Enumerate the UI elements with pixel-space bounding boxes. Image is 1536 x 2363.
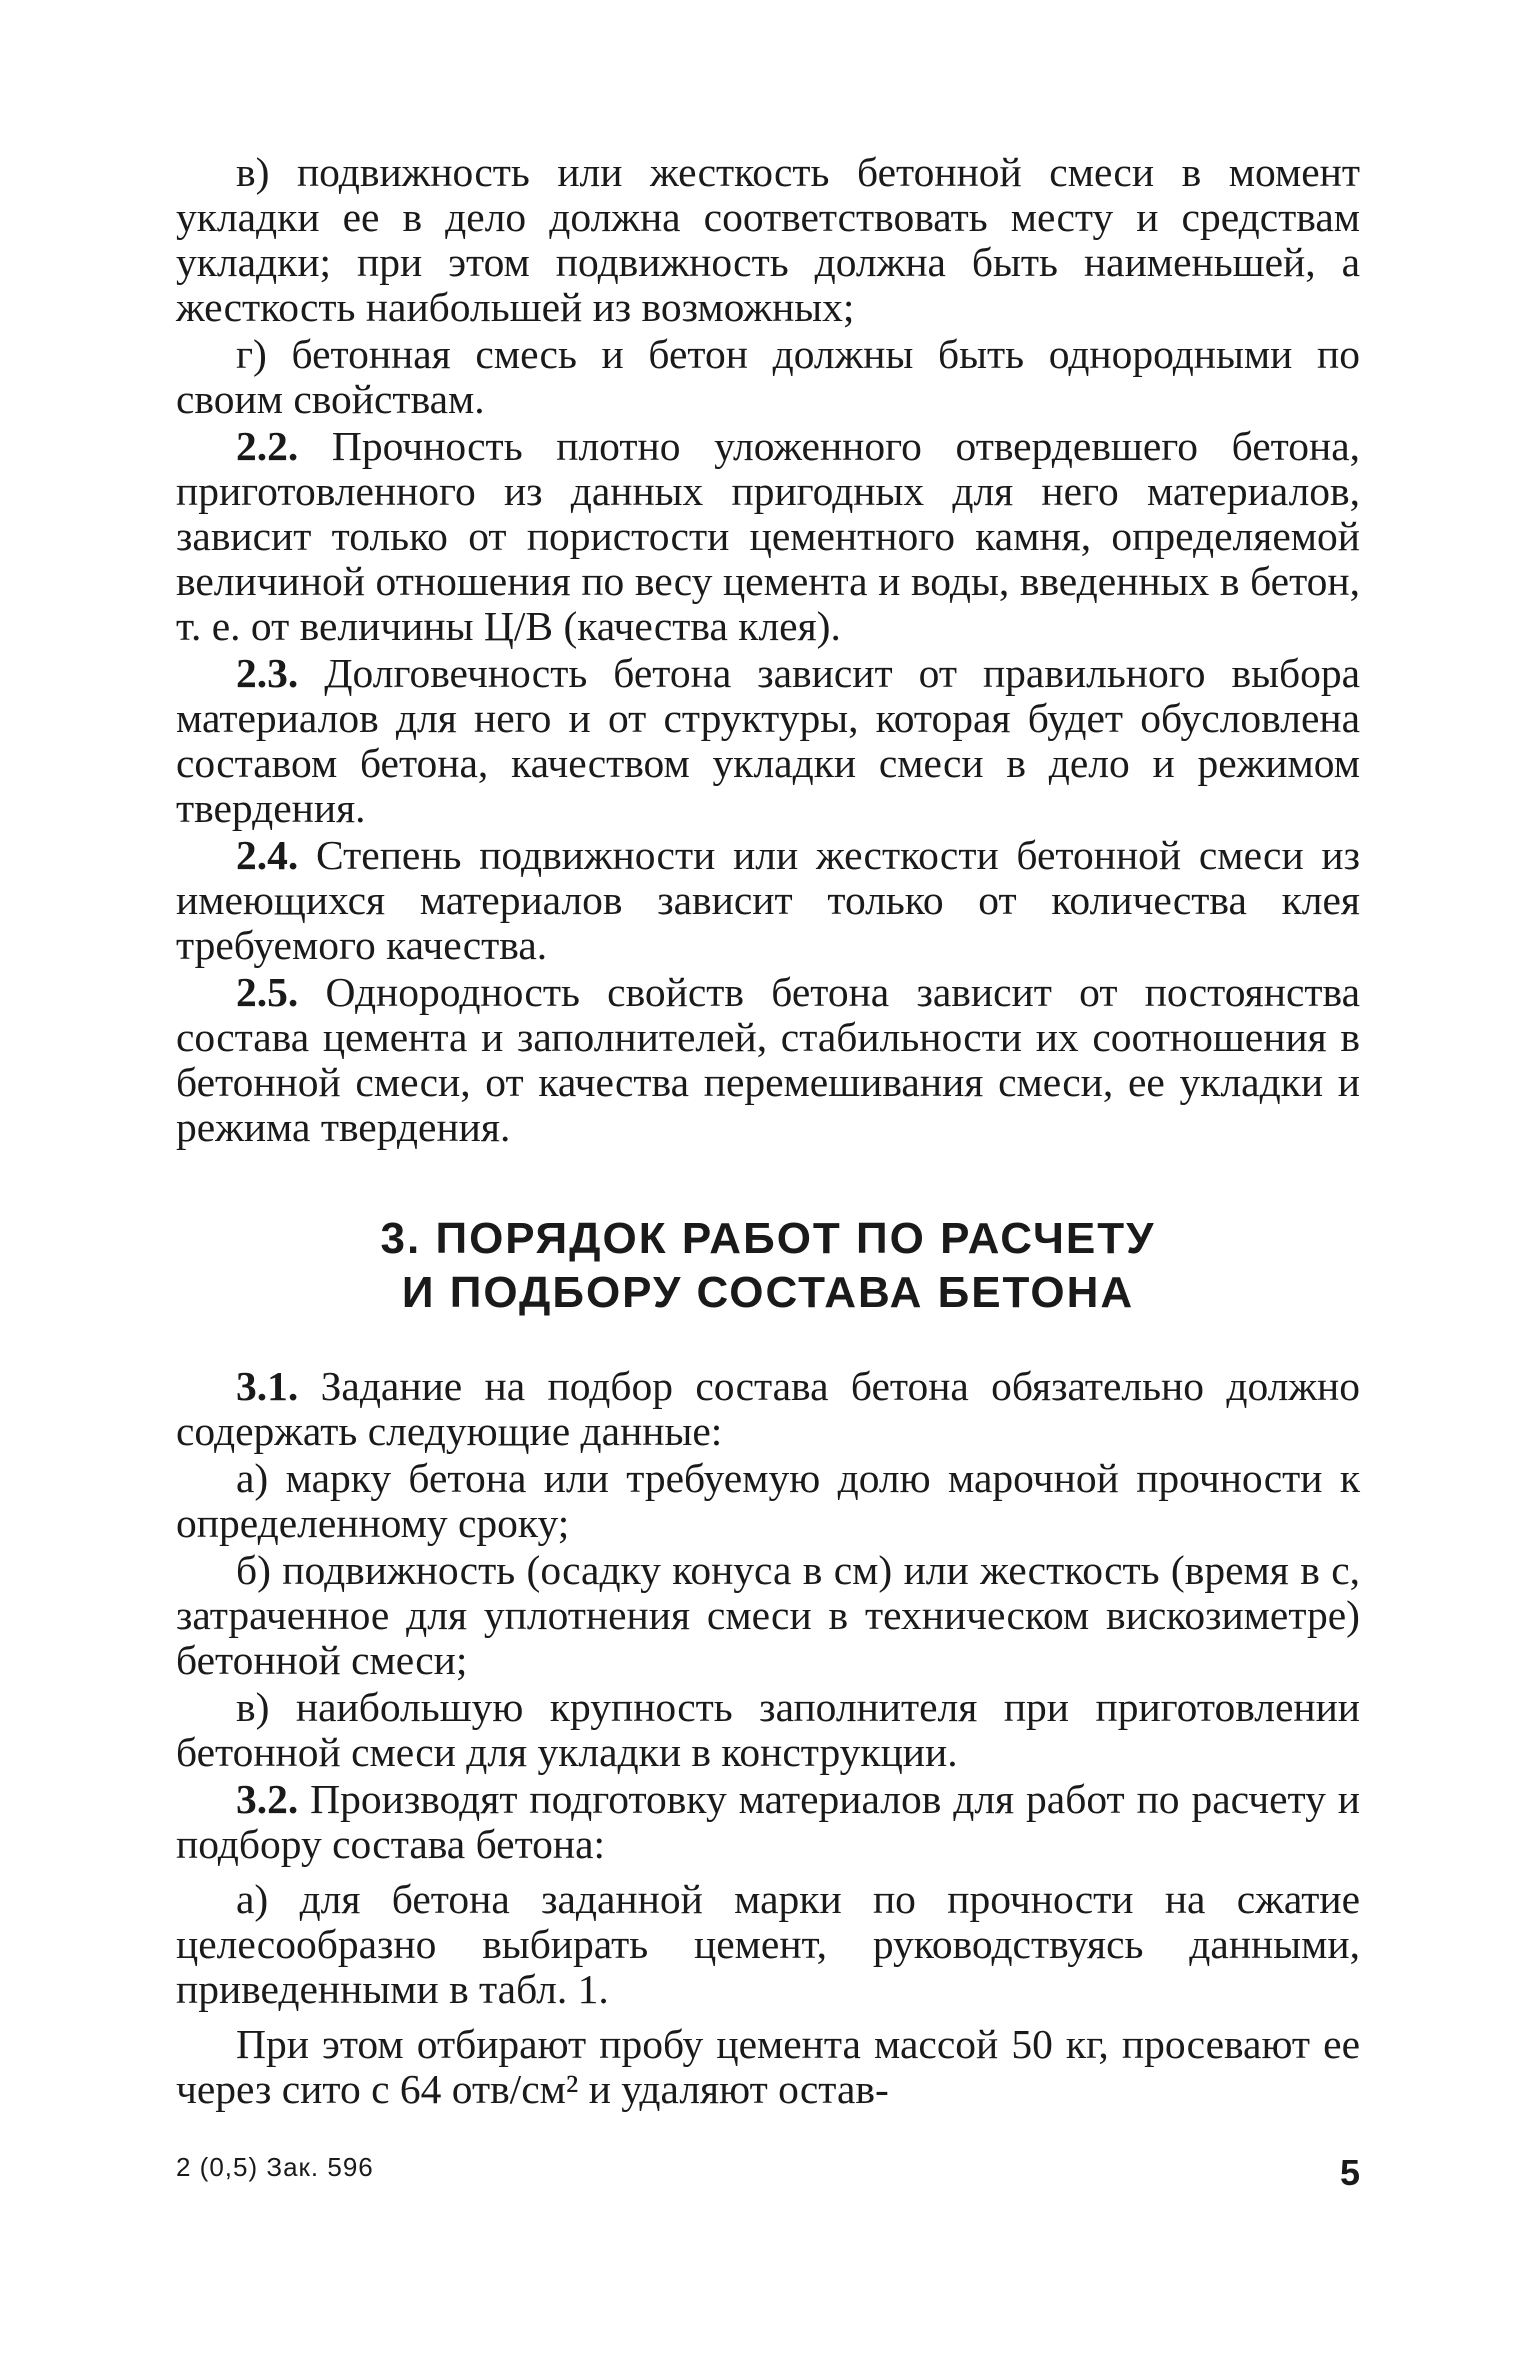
paragraph-number: 2.5. xyxy=(236,969,299,1015)
paragraph-3-1 xyxy=(176,1364,1360,1454)
section-heading-line-1: 3. ПОРЯДОК РАБОТ ПО РАСЧЕТУ xyxy=(380,1214,1156,1263)
paragraph-text: При этом отбирают пробу цемента массой 50 кг, просевают ее через сито с 64 отв/см² и удаляют остав- xyxy=(176,2021,1360,2112)
paragraph-v xyxy=(176,150,1360,330)
paragraph-text: Прочность плотно уложенного отвердевшего бетона, приготовленного из данных пригодных для него материалов, зависит только от пористости цементного камня, определяемой величиной отношения по весу цемента и воды, введенных в бетон, т. е. от величины Ц/В (качества клея). xyxy=(176,423,1360,649)
paragraph-number: 2.2. xyxy=(236,423,299,469)
paragraph-number: 2.3. xyxy=(236,650,299,696)
paragraph-3-2 xyxy=(176,1777,1360,1867)
paragraph-v2 xyxy=(176,1685,1360,1775)
paragraph-2-3 xyxy=(176,651,1360,831)
paragraph-2-4 xyxy=(176,833,1360,968)
paragraph-text: г) бетонная смесь и бетон должны быть однородными по своим свойствам. xyxy=(176,331,1360,422)
paragraph-text: Однородность свойств бетона зависит от постоянства состава цемента и заполнителей, стабильности их соотношения в бетонной смеси, от качества перемешивания смеси, ее укладки и режима твердения. xyxy=(176,969,1361,1150)
footer-imprint: 2 (0,5) Зак. 596 xyxy=(176,2152,374,2182)
paragraph-text: Задание на подбор состава бетона обязательно должно содержать следующие данные: xyxy=(176,1363,1361,1454)
paragraph-text: а) для бетона заданной марки по прочности на сжатие целесообразно выбирать цемент, руководствуясь данными, приведенными в табл. 1. xyxy=(176,1876,1360,2012)
paragraph-text: в) подвижность или жесткость бетонной смеси в момент укладки ее в дело должна соответствовать месту и средствам укладки; при этом подвижность должна быть наименьшей, а жесткость наибольшей из возможных; xyxy=(176,149,1360,330)
body-text xyxy=(176,150,1360,2114)
paragraph-2-5 xyxy=(176,970,1360,1150)
paragraph-text: в) наибольшую крупность заполнителя при приготовлении бетонной смеси для укладки в конструкции. xyxy=(176,1684,1360,1775)
page-number: 5 xyxy=(1340,2152,1361,2193)
paragraph-text: а) марку бетона или требуемую долю марочной прочности к определенному сроку; xyxy=(176,1455,1360,1546)
section-heading-line-2: И ПОДБОРУ СОСТАВА БЕТОНА xyxy=(401,1268,1135,1317)
paragraph-text: б) подвижность (осадку конуса в см) или жесткость (время в с, затраченное для уплотнения смеси в техническом вискозиметре) бетонной смеси; xyxy=(176,1547,1360,1683)
paragraph-number: 3.2. xyxy=(236,1776,299,1822)
paragraph-number: 2.4. xyxy=(236,832,299,878)
paragraph-number: 3.1. xyxy=(236,1363,299,1409)
paragraph-text: Долговечность бетона зависит от правильного выбора материалов для него и от структуры, которая будет обусловлена составом бетона, качеством укладки смеси в дело и режимом твердения. xyxy=(176,650,1360,831)
paragraph-text: Степень подвижности или жесткости бетонной смеси из имеющихся материалов зависит только от количества клея требуемого качества. xyxy=(176,832,1360,968)
paragraph-sampling xyxy=(176,2022,1360,2112)
paragraph-a2 xyxy=(176,1877,1360,2012)
paragraph-g xyxy=(176,332,1360,422)
paragraph-text: Производят подготовку материалов для работ по расчету и подбору состава бетона: xyxy=(176,1776,1360,1867)
paragraph-b xyxy=(176,1548,1360,1683)
section-heading xyxy=(176,1212,1360,1320)
paragraph-2-2 xyxy=(176,424,1360,649)
paragraph-a xyxy=(176,1456,1360,1546)
